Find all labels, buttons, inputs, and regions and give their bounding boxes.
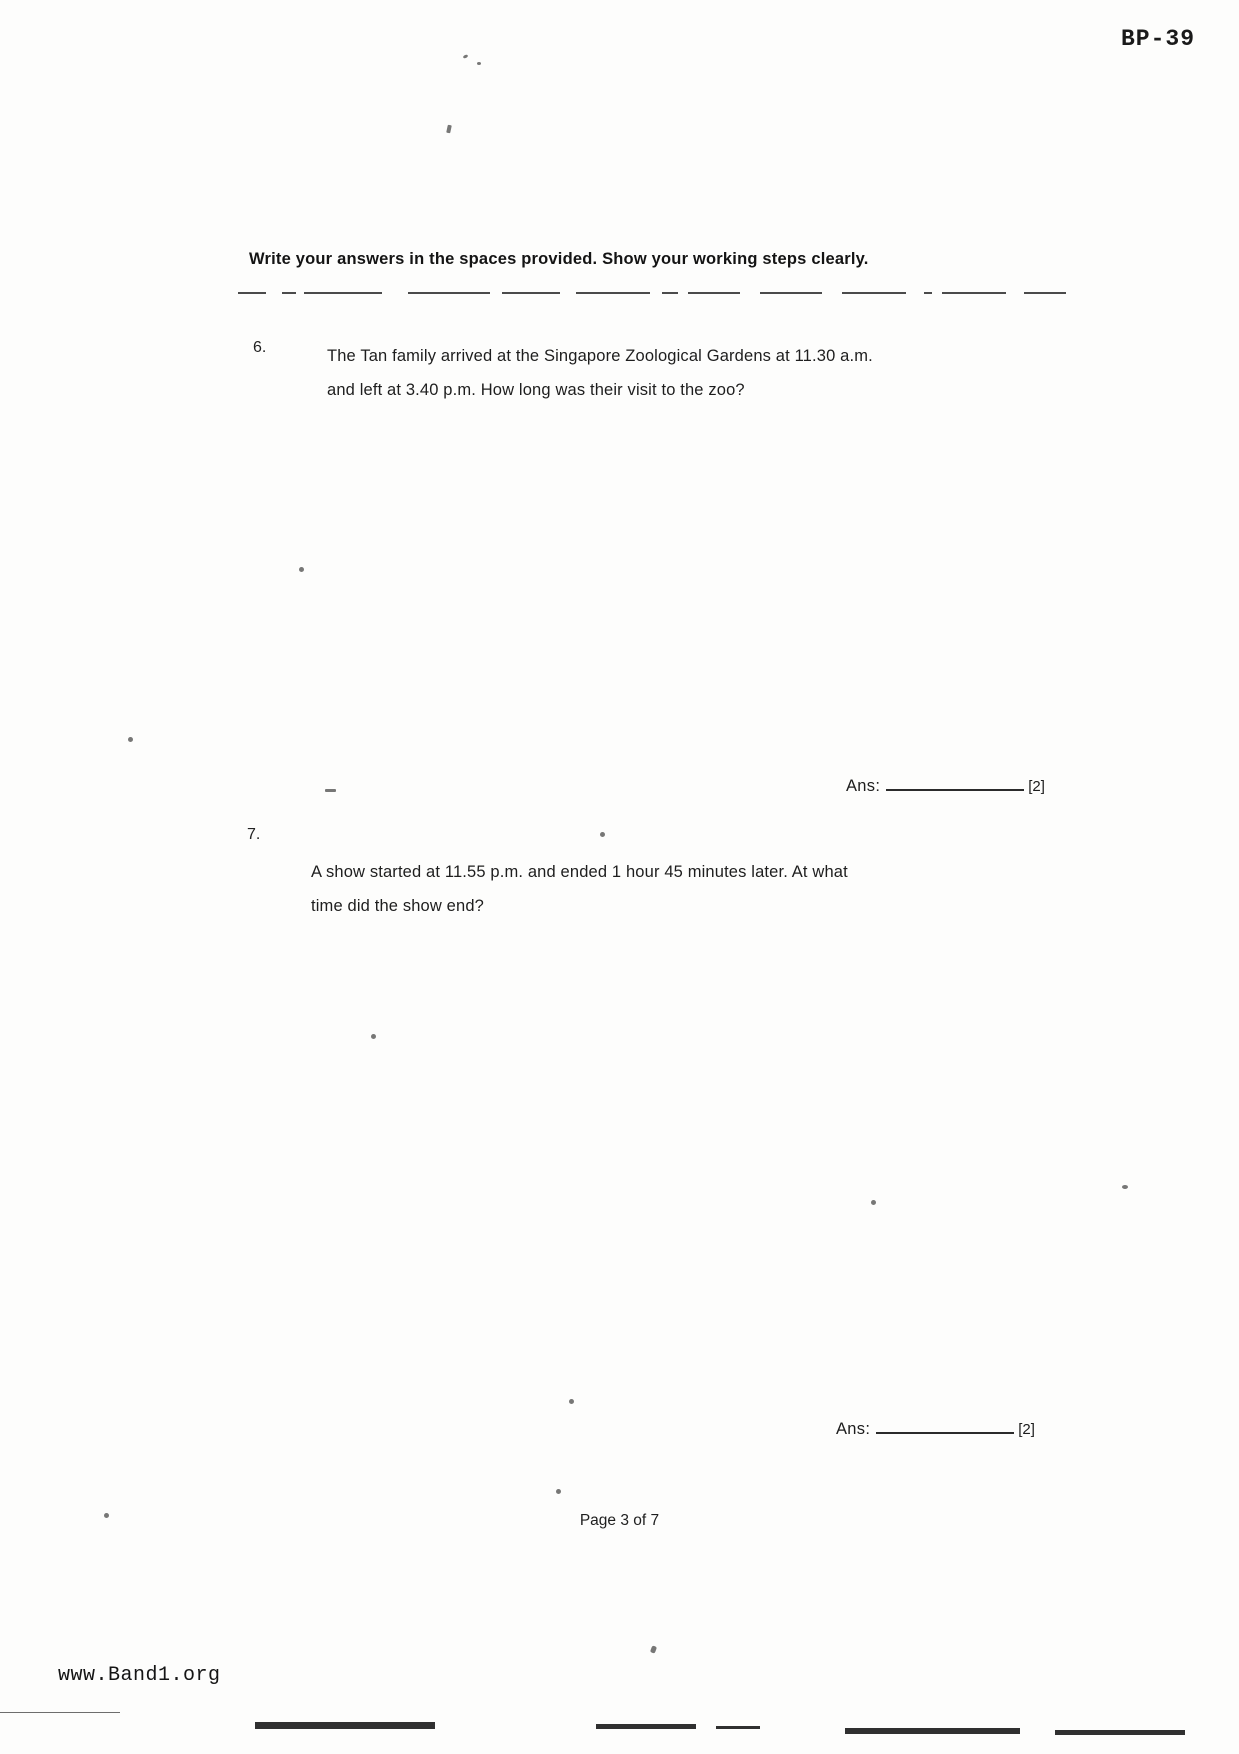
scan-speck — [446, 125, 452, 134]
scan-edge-bar — [716, 1726, 760, 1729]
scan-speck — [569, 1399, 574, 1404]
scan-speck — [477, 62, 481, 65]
question-6-line-1: The Tan family arrived at the Singapore Zoological Gardens at 11.30 a.m. — [327, 347, 873, 365]
watermark-url: www.Band1.org — [58, 1664, 221, 1687]
question-7-text — [311, 855, 1071, 923]
question-7-number: 7. — [247, 826, 261, 843]
question-7-line-1: A show started at 11.55 p.m. and ended 1 hour 45 minutes later. At what — [311, 863, 848, 881]
question-7-answer-label: Ans: — [836, 1420, 871, 1438]
question-6-marks: [2] — [1028, 778, 1045, 795]
question-7-answer-line — [836, 1418, 1035, 1439]
horizontal-rule — [238, 292, 1068, 298]
scan-edge-bar — [596, 1724, 696, 1729]
question-7-line-2: time did the show end? — [311, 897, 484, 915]
question-6-number: 6. — [253, 339, 267, 356]
scan-speck — [600, 832, 605, 837]
scan-speck — [325, 789, 336, 792]
scan-speck — [556, 1489, 561, 1494]
instruction-text: Write your answers in the spaces provided. Show your working steps clearly. — [249, 250, 869, 268]
question-6-answer-line — [846, 775, 1045, 796]
scan-speck — [371, 1034, 376, 1039]
question-6-text — [327, 339, 1067, 407]
scan-speck — [463, 54, 469, 59]
scan-speck — [1122, 1185, 1128, 1189]
question-6-answer-blank[interactable] — [886, 775, 1024, 791]
scan-speck — [650, 1645, 657, 1653]
question-7-marks: [2] — [1018, 1421, 1035, 1438]
question-6-line-2: and left at 3.40 p.m. How long was their visit to the zoo? — [327, 381, 745, 399]
page-footer: Page 3 of 7 — [579, 1512, 660, 1529]
page-code: BP-39 — [1120, 26, 1195, 52]
scan-speck — [299, 567, 304, 572]
scan-edge-line — [0, 1712, 120, 1713]
question-7-answer-blank[interactable] — [876, 1418, 1014, 1434]
scan-speck — [128, 737, 133, 742]
question-6-answer-label: Ans: — [846, 777, 881, 795]
scan-edge-bar — [255, 1722, 435, 1729]
scan-speck — [871, 1200, 876, 1205]
scan-edge-bar — [845, 1728, 1020, 1734]
scan-edge-bar — [1055, 1730, 1185, 1735]
